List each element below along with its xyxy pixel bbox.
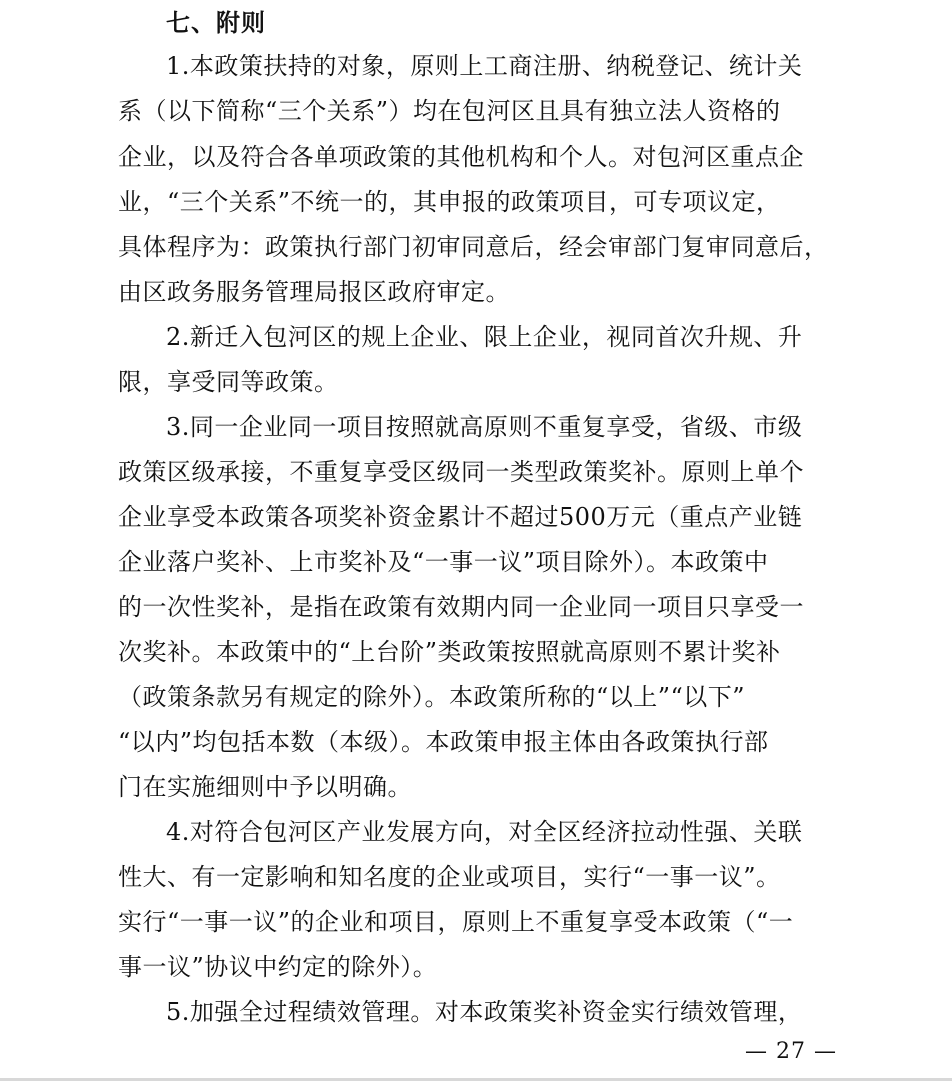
paragraph-4-line-1: 4.对符合包河区产业发展方向，对全区经济拉动性强、关联 xyxy=(166,818,803,846)
paragraph-1-line-1: 1.本政策扶持的对象，原则上工商注册、纳税登记、统计关 xyxy=(166,52,803,80)
paragraph-4-line-3: 实行“一事一议”的企业和项目，原则上不重复享受本政策（“一 xyxy=(118,908,794,936)
paragraph-3-line-8: “以内”均包括本数（本级）。本政策申报主体由各政策执行部 xyxy=(118,728,769,756)
paragraph-1-line-6: 由区政务服务管理局报区政府审定。 xyxy=(118,278,510,306)
paragraph-5-line-1: 5.加强全过程绩效管理。对本政策奖补资金实行绩效管理， xyxy=(166,998,803,1026)
paragraph-3-line-5: 的一次性奖补，是指在政策有效期内同一企业同一项目只享受一 xyxy=(118,593,804,621)
paragraph-1-line-4: 业，“三个关系”不统一的，其申报的政策项目，可专项议定， xyxy=(118,188,781,216)
paragraph-3-line-3: 企业享受本政策各项奖补资金累计不超过500万元（重点产业链 xyxy=(118,503,803,531)
paragraph-3-line-6: 次奖补。本政策中的“上台阶”类政策按照就高原则不累计奖补 xyxy=(118,638,781,666)
paragraph-1-line-5: 具体程序为：政策执行部门初审同意后，经会审部门复审同意后， xyxy=(118,233,829,261)
paragraph-2-line-2: 限，享受同等政策。 xyxy=(118,368,339,396)
page-number: — 27 — xyxy=(745,1039,837,1064)
paragraph-1-line-3: 企业，以及符合各单项政策的其他机构和个人。对包河区重点企 xyxy=(118,143,804,171)
paragraph-2-line-1: 2.新迁入包河区的规上企业、限上企业，视同首次升规、升 xyxy=(166,323,803,351)
paragraph-3-line-2: 政策区级承接，不重复享受区级同一类型政策奖补。原则上单个 xyxy=(118,458,804,486)
paragraph-1-line-2: 系（以下简称“三个关系”）均在包河区且具有独立法人资格的 xyxy=(118,97,781,125)
paragraph-3-line-9: 门在实施细则中予以明确。 xyxy=(118,773,412,801)
section-heading: 七、附则 xyxy=(166,9,266,37)
paragraph-3-line-1: 3.同一企业同一项目按照就高原则不重复享受，省级、市级 xyxy=(166,413,803,441)
paragraph-4-line-2: 性大、有一定影响和知名度的企业或项目，实行“一事一议”。 xyxy=(118,863,781,891)
paragraph-3-line-7: （政策条款另有规定的除外）。本政策所称的“以上”“以下” xyxy=(118,683,746,711)
paragraph-3-line-4: 企业落户奖补、上市奖补及“一事一议”项目除外）。本政策中 xyxy=(118,548,769,576)
paragraph-4-line-4: 事一议”协议中约定的除外）。 xyxy=(118,953,438,981)
